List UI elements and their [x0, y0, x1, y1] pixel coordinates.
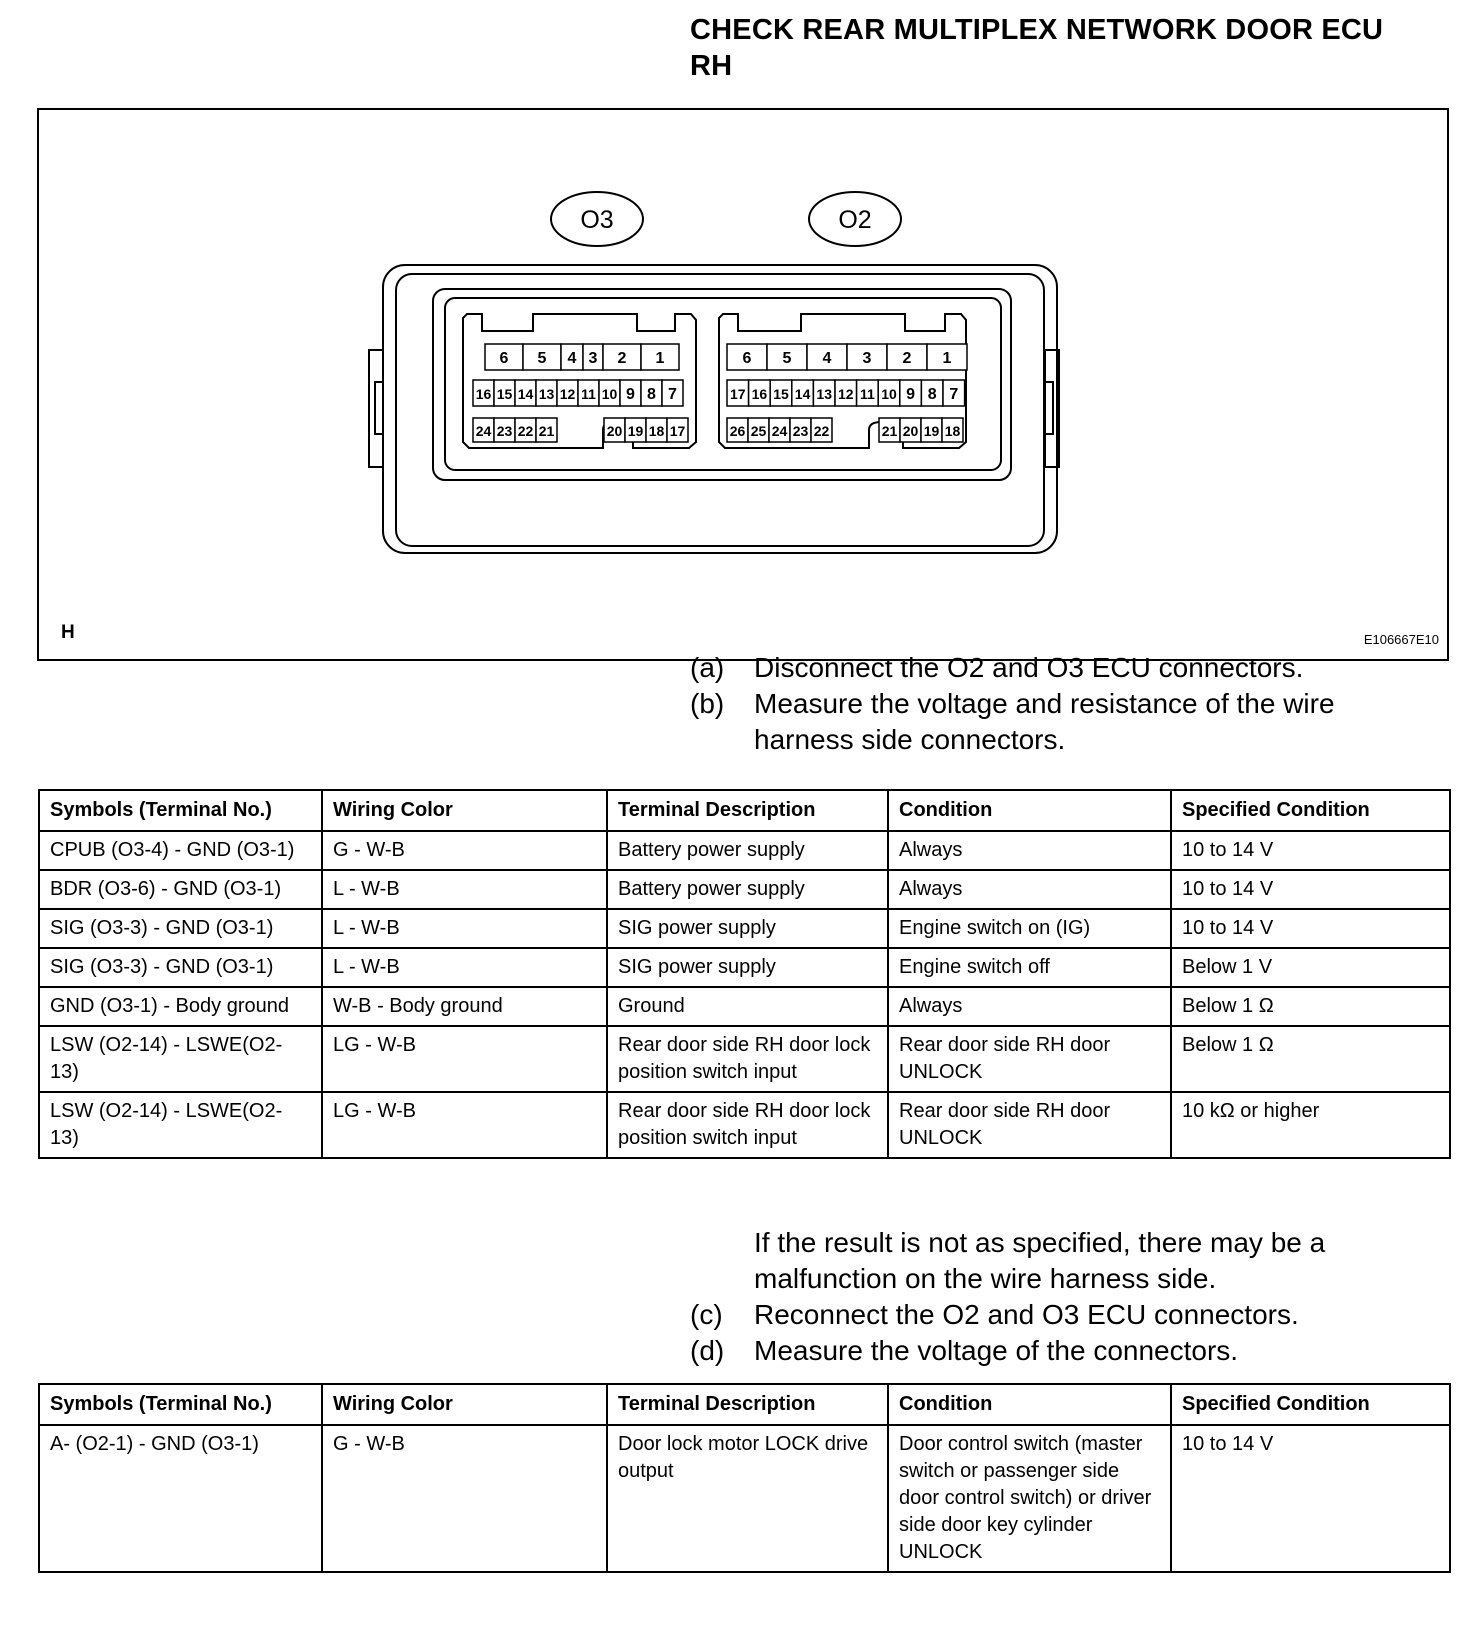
table-cell: Rear door side RH door lock position switch input — [607, 1092, 888, 1158]
header-cell: Specified Condition — [1171, 790, 1450, 831]
table-cell: Door lock motor LOCK drive output — [607, 1425, 888, 1572]
page-title: CHECK REAR MULTIPLEX NETWORK DOOR ECU RH — [690, 14, 1384, 82]
o3-pin-number: 8 — [647, 386, 656, 403]
instruction-steps-2 — [690, 1225, 1430, 1369]
connector-name-label: O3 — [580, 206, 614, 234]
table-cell: SIG (O3-3) - GND (O3-1) — [39, 948, 322, 987]
figure-code: E106667E10 — [1363, 632, 1439, 647]
table-cell: 10 to 14 V — [1171, 870, 1450, 909]
step-d — [690, 1333, 1430, 1369]
connector-diagram — [37, 108, 1449, 661]
o2-pin-number: 13 — [816, 386, 832, 402]
o3-pin-number: 10 — [601, 386, 618, 402]
table-cell: Battery power supply — [607, 870, 888, 909]
o3-pin-number: 7 — [668, 386, 677, 403]
header-cell: Wiring Color — [322, 790, 607, 831]
table-cell: 10 to 14 V — [1171, 831, 1450, 870]
o3-pin-number: 15 — [496, 386, 513, 402]
table-cell: CPUB (O3-4) - GND (O3-1) — [39, 831, 322, 870]
step-text: Measure the voltage of the connectors. — [754, 1335, 1239, 1366]
o2-pin-number: 15 — [773, 386, 789, 402]
table-cell: SIG power supply — [607, 909, 888, 948]
table-row — [39, 1026, 1450, 1092]
step-label: (d) — [690, 1335, 725, 1366]
result-note: If the result is not as specified, there may be a malfunction on the wire harness side. — [754, 1227, 1326, 1294]
step-b — [690, 686, 1430, 758]
table-cell: GND (O3-1) - Body ground — [39, 987, 322, 1026]
o3-pin-number: 17 — [669, 423, 686, 439]
o2-pin-number: 8 — [927, 386, 937, 403]
step-label: (a) — [690, 652, 725, 683]
o3-pin-number: 12 — [559, 386, 576, 402]
o3-pin-number: 1 — [655, 350, 665, 367]
o2-pin-number: 23 — [792, 423, 809, 439]
o3-pin-number: 24 — [475, 423, 492, 439]
header-cell: Symbols (Terminal No.) — [39, 1384, 322, 1425]
o3-pin-number: 20 — [606, 423, 623, 439]
table-row — [39, 870, 1450, 909]
o3-pin-number: 23 — [496, 423, 513, 439]
header-cell: Terminal Description — [607, 1384, 888, 1425]
left-mount-tab-inner — [375, 382, 383, 434]
table-cell: LSW (O2-14) - LSWE(O2-13) — [39, 1092, 322, 1158]
table-cell: BDR (O3-6) - GND (O3-1) — [39, 870, 322, 909]
table-cell: Below 1 V — [1171, 948, 1450, 987]
o3-pin-number: 22 — [517, 423, 534, 439]
o3-pin-number: 16 — [475, 386, 492, 402]
header-cell: Symbols (Terminal No.) — [39, 790, 322, 831]
table-cell: 10 kΩ or higher — [1171, 1092, 1450, 1158]
table-cell: L - W-B — [322, 948, 607, 987]
table-cell: G - W-B — [322, 831, 607, 870]
table-cell: Rear door side RH door UNLOCK — [888, 1026, 1171, 1092]
wire-harness-spec-table — [38, 789, 1451, 1159]
header-cell: Condition — [888, 790, 1171, 831]
o2-pin-number: 11 — [859, 386, 875, 402]
connector-voltage-spec-table — [38, 1383, 1451, 1573]
o3-pin-number: 6 — [499, 350, 509, 367]
o2-pin-number: 4 — [822, 350, 832, 367]
o2-pin-number: 7 — [949, 386, 959, 403]
o2-pin-number: 14 — [794, 386, 811, 402]
table-cell: LG - W-B — [322, 1026, 607, 1092]
table-cell: Always — [888, 831, 1171, 870]
table-cell: Ground — [607, 987, 888, 1026]
table-header-row — [39, 1384, 1450, 1425]
header-cell: Terminal Description — [607, 790, 888, 831]
o3-pin-number: 11 — [581, 386, 596, 402]
o3-pin-number: 4 — [567, 350, 577, 367]
o2-pin-number: 20 — [902, 423, 919, 439]
o2-pin-number: 18 — [944, 423, 961, 439]
o2-pin-number: 10 — [881, 386, 897, 402]
o3-pin-number: 2 — [617, 350, 627, 367]
step-c — [690, 1297, 1430, 1333]
o3-pin-number: 18 — [648, 423, 665, 439]
o2-pin-number: 25 — [750, 423, 767, 439]
o2-pin-number: 3 — [862, 350, 872, 367]
instruction-steps-1 — [690, 650, 1430, 758]
o3-pin-number: 13 — [538, 386, 555, 402]
figure-corner-label: H — [61, 622, 75, 643]
step-a — [690, 650, 1430, 686]
table-cell: W-B - Body ground — [322, 987, 607, 1026]
table-row — [39, 1425, 1450, 1572]
table-cell: LSW (O2-14) - LSWE(O2-13) — [39, 1026, 322, 1092]
table-cell: Rear door side RH door lock position switch input — [607, 1026, 888, 1092]
table-cell: SIG power supply — [607, 948, 888, 987]
table-cell: L - W-B — [322, 870, 607, 909]
table-row — [39, 1092, 1450, 1158]
o2-pin-number: 17 — [730, 386, 746, 402]
o2-pin-number: 12 — [838, 386, 854, 402]
table-cell: 10 to 14 V — [1171, 909, 1450, 948]
table-cell: Engine switch on (IG) — [888, 909, 1171, 948]
o2-pin-number: 6 — [742, 350, 752, 367]
o2-pin-number: 1 — [942, 350, 952, 367]
o2-pin-number: 16 — [751, 386, 768, 402]
table-cell: Always — [888, 987, 1171, 1026]
o3-pin-number: 21 — [538, 423, 555, 439]
o2-pin-number: 22 — [813, 423, 830, 439]
table-row — [39, 987, 1450, 1026]
table-row — [39, 831, 1450, 870]
table-cell: LG - W-B — [322, 1092, 607, 1158]
o3-pin-number: 19 — [627, 423, 644, 439]
step-text: Measure the voltage and resistance of the wire harness side connectors. — [754, 688, 1335, 755]
table-cell: 10 to 14 V — [1171, 1425, 1450, 1572]
table-cell: SIG (O3-3) - GND (O3-1) — [39, 909, 322, 948]
ecu-connector-drawing — [39, 110, 1447, 659]
o3-pin-number: 3 — [588, 350, 598, 367]
table-cell: G - W-B — [322, 1425, 607, 1572]
o3-pin-number: 5 — [537, 350, 547, 367]
o2-pin-number: 21 — [881, 423, 898, 439]
o2-pin-number: 26 — [729, 423, 746, 439]
o2-pin-number: 2 — [902, 350, 912, 367]
o2-pin-number: 24 — [771, 423, 788, 439]
step-label: (b) — [690, 688, 725, 719]
table-cell: Engine switch off — [888, 948, 1171, 987]
o2-pin-number: 19 — [923, 423, 940, 439]
header-cell: Condition — [888, 1384, 1171, 1425]
table-cell: Rear door side RH door UNLOCK — [888, 1092, 1171, 1158]
table-cell: Always — [888, 870, 1171, 909]
table-row — [39, 909, 1450, 948]
header-cell: Specified Condition — [1171, 1384, 1450, 1425]
o2-pin-number: 5 — [782, 350, 792, 367]
header-cell: Wiring Color — [322, 1384, 607, 1425]
connector-name-label: O2 — [838, 206, 872, 234]
table-cell: Below 1 Ω — [1171, 1026, 1450, 1092]
o3-pin-number: 9 — [626, 386, 635, 403]
table-cell: L - W-B — [322, 909, 607, 948]
step-text: Reconnect the O2 and O3 ECU connectors. — [754, 1299, 1299, 1330]
table-cell: Door control switch (master switch or passenger side door control switch) or driver side door key cylinder UNLOCK — [888, 1425, 1171, 1572]
table-cell: Battery power supply — [607, 831, 888, 870]
step-text: Disconnect the O2 and O3 ECU connectors. — [754, 652, 1304, 683]
o2-pin-number: 9 — [906, 386, 916, 403]
table-row — [39, 948, 1450, 987]
o3-pin-number: 14 — [517, 386, 534, 402]
right-mount-tab-inner — [1045, 382, 1053, 434]
table-cell: A- (O2-1) - GND (O3-1) — [39, 1425, 322, 1572]
step-label: (c) — [690, 1299, 723, 1330]
table-cell: Below 1 Ω — [1171, 987, 1450, 1026]
table-header-row — [39, 790, 1450, 831]
